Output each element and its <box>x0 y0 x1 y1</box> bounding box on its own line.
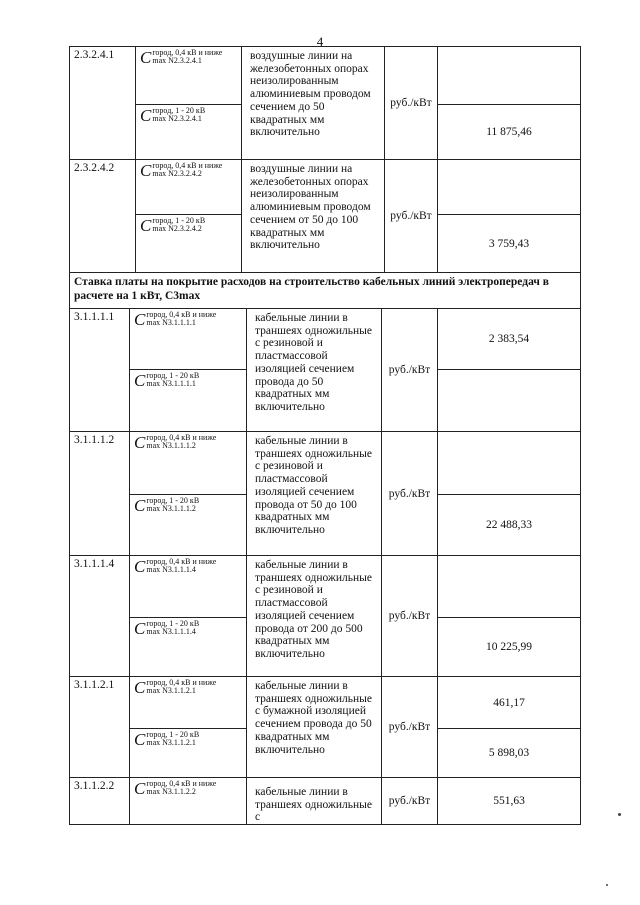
row-code: 3.1.1.1.2 <box>70 432 130 555</box>
formula-subscript-prefix: max N <box>146 738 168 747</box>
formula-subscript-code: 2.3.2.4.2 <box>173 169 202 178</box>
row-value-low <box>438 432 580 494</box>
formula-letter: C <box>134 619 146 638</box>
formula-low-voltage <box>130 432 247 494</box>
table-row-group <box>69 308 581 431</box>
row-value-low <box>438 556 580 617</box>
formula-subscript-code: 2.3.2.4.1 <box>173 114 202 123</box>
formula-subscript-prefix: max N <box>146 627 168 636</box>
formula-subscript-prefix: max N <box>146 441 168 450</box>
formula-subscript-prefix: max N <box>152 169 174 178</box>
table-row-group <box>69 676 581 777</box>
formula-subscript-prefix: max N <box>146 686 168 695</box>
formula-subscript-code: 3.1.1.1.2 <box>167 441 196 450</box>
formula-subscript-code: 2.3.2.4.1 <box>173 56 202 65</box>
formula-letter: C <box>134 678 146 697</box>
formula-subscript-prefix: max N <box>152 224 174 233</box>
row-code: 3.1.1.2.1 <box>70 677 130 777</box>
formula-superscript: город, 1 - 20 кВ <box>146 619 200 628</box>
table-row-group <box>69 555 581 676</box>
formula-subscript-code: 3.1.1.1.2 <box>167 504 196 513</box>
formula-superscript: город, 0,4 кВ и ниже <box>146 433 217 442</box>
formula-superscript: город, 1 - 20 кВ <box>152 106 206 115</box>
formula-subscript-prefix: max N <box>146 318 168 327</box>
formula-letter: C <box>140 106 152 125</box>
row-value-low <box>438 47 580 104</box>
row-unit: руб./кВт <box>382 556 438 676</box>
row-unit: руб./кВт <box>385 47 438 159</box>
formula-letter: C <box>134 433 146 452</box>
formula-letter: C <box>134 310 146 329</box>
row-value-mid: 10 225,99 <box>438 617 580 676</box>
row-value-mid: 5 898,03 <box>438 728 580 777</box>
row-value-low: 2 383,54 <box>488 333 530 345</box>
row-unit: руб./кВт <box>382 778 438 824</box>
row-code: 3.1.1.2.2 <box>70 778 130 824</box>
row-value-low: 461,17 <box>493 696 525 709</box>
formula-superscript: город, 0,4 кВ и ниже <box>146 678 217 687</box>
formula-subscript-prefix: max N <box>146 565 168 574</box>
formula-subscript-code: 3.1.1.1.4 <box>167 565 196 574</box>
formula-mid-voltage <box>130 494 247 555</box>
formula-superscript: город, 0,4 кВ и ниже <box>146 557 217 566</box>
row-value-mid: 11 875,46 <box>438 104 580 159</box>
formula-superscript: город, 0,4 кВ и ниже <box>146 310 217 319</box>
formula-subscript-code: 3.1.1.2.1 <box>167 686 196 695</box>
table-row-group <box>69 431 581 555</box>
row-code: 3.1.1.1.1 <box>70 309 130 431</box>
formula-subscript-prefix: max N <box>146 504 168 513</box>
formula-letter: C <box>134 371 146 390</box>
row-code: 3.1.1.1.4 <box>70 556 130 676</box>
formula-subscript-code: 2.3.2.4.2 <box>173 224 202 233</box>
formula-mid-voltage <box>136 104 242 159</box>
table-row-group <box>69 46 581 159</box>
formula-letter: C <box>134 496 146 515</box>
formula-subscript-code: 3.1.1.2.1 <box>167 738 196 747</box>
formula-superscript: город, 1 - 20 кВ <box>146 371 200 380</box>
formula-low-voltage <box>130 778 247 824</box>
table-row-group <box>69 777 581 825</box>
row-unit: руб./кВт <box>382 677 438 777</box>
row-description: воздушные линии на железобетонных опорах неизолированным алюминиевым проводом сечением от 50 до 100 квадратных мм включительно <box>242 160 385 272</box>
scan-speck <box>618 813 621 816</box>
row-unit: руб./кВт <box>385 160 438 272</box>
row-description: кабельные линии в траншеях одножильные с <box>247 778 382 824</box>
formula-superscript: город, 0,4 кВ и ниже <box>152 161 223 170</box>
row-code: 2.3.2.4.2 <box>70 160 136 272</box>
row-description: кабельные линии в траншеях одножильные с резиновой и пластмассовой изоляцией сечением провода до 50 квадратных мм включительно <box>247 309 382 431</box>
formula-low-voltage <box>130 677 247 728</box>
formula-letter: C <box>140 161 152 180</box>
formula-letter: C <box>140 48 152 67</box>
formula-subscript-prefix: max N <box>152 56 174 65</box>
scan-speck <box>606 884 608 886</box>
section-title: Ставка платы на покрытие расходов на строительство кабельных линий электропередач в расчете на 1 кВт, С3max <box>69 272 581 308</box>
row-value-low <box>438 160 580 214</box>
formula-low-voltage <box>136 160 242 214</box>
formula-mid-voltage <box>130 369 247 431</box>
formula-subscript-prefix: max N <box>146 787 168 796</box>
formula-mid-voltage <box>130 617 247 676</box>
formula-subscript-code: 3.1.1.2.2 <box>167 787 196 796</box>
formula-superscript: город, 1 - 20 кВ <box>152 216 206 225</box>
row-value-mid: 22 488,33 <box>438 494 580 555</box>
row-value-low: 551,63 <box>493 795 525 807</box>
formula-mid-voltage <box>130 728 247 777</box>
formula-subscript-code: 3.1.1.1.1 <box>167 379 196 388</box>
table-row-group <box>69 159 581 272</box>
formula-low-voltage <box>130 556 247 617</box>
formula-letter: C <box>134 779 146 798</box>
formula-mid-voltage <box>136 214 242 272</box>
row-unit: руб./кВт <box>382 309 438 431</box>
formula-subscript-prefix: max N <box>152 114 174 123</box>
row-description: кабельные линии в траншеях одножильные с бумажной изоляцией сечением провода до 50 квадратных мм включительно <box>247 677 382 777</box>
formula-letter: C <box>134 730 146 749</box>
formula-superscript: город, 1 - 20 кВ <box>146 730 200 739</box>
formula-superscript: город, 0,4 кВ и ниже <box>146 779 217 788</box>
row-description: кабельные линии в траншеях одножильные с резиновой и пластмассовой изоляцией сечением провода от 50 до 100 квадратных мм включительно <box>247 432 382 555</box>
formula-low-voltage <box>130 309 247 369</box>
formula-subscript-prefix: max N <box>146 379 168 388</box>
row-unit: руб./кВт <box>382 432 438 555</box>
row-code: 2.3.2.4.1 <box>70 47 136 159</box>
row-value-mid: 3 759,43 <box>438 214 580 272</box>
formula-letter: C <box>140 216 152 235</box>
formula-superscript: город, 1 - 20 кВ <box>146 496 200 505</box>
formula-superscript: город, 0,4 кВ и ниже <box>152 48 223 57</box>
row-value-mid <box>438 369 580 431</box>
formula-low-voltage <box>136 47 242 104</box>
row-description: кабельные линии в траншеях одножильные с резиновой и пластмассовой изоляцией сечением провода от 200 до 500 квадратных мм включительно <box>247 556 382 676</box>
formula-subscript-code: 3.1.1.1.1 <box>167 318 196 327</box>
formula-subscript-code: 3.1.1.1.4 <box>167 627 196 636</box>
page-number: 4 <box>316 34 324 49</box>
formula-letter: C <box>134 557 146 576</box>
tariff-table <box>69 46 581 825</box>
row-description: воздушные линии на железобетонных опорах неизолированным алюминиевым проводом сечением до 50 квадратных мм включительно <box>242 47 385 159</box>
